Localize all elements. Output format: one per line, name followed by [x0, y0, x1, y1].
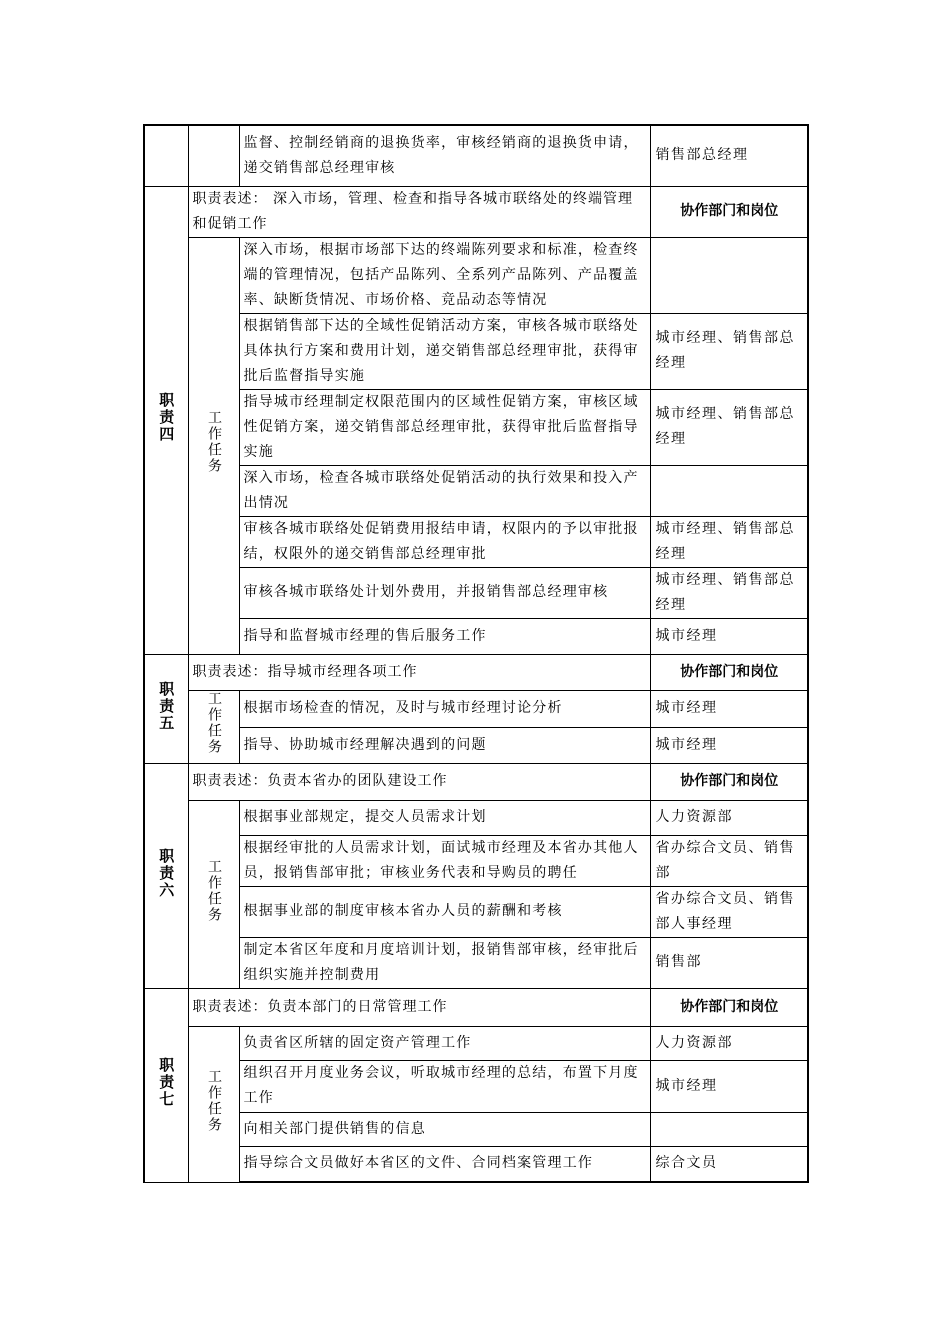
- table-row: [144, 800, 808, 835]
- duty-label: 职责五: [144, 654, 188, 763]
- duty-table: [143, 124, 809, 1183]
- collab-cell: [650, 237, 808, 313]
- collab-cell: 城市经理: [650, 690, 808, 727]
- table-row: [144, 1146, 808, 1182]
- work-task-label: 工作任务: [188, 690, 239, 763]
- collab-cell: 城市经理、销售部总经理: [650, 389, 808, 465]
- work-task-label: 工作任务: [188, 1026, 239, 1182]
- collab-cell: 综合文员: [650, 1146, 808, 1182]
- task-cell: 根据事业部规定，提交人员需求计划: [239, 800, 650, 835]
- duty-desc-row: [144, 654, 808, 690]
- task-cell: 根据经审批的人员需求计划，面试城市经理及本省办其他人员，报销售部审批；审核业务代表和导购员的聘任: [239, 835, 650, 886]
- task-cell: 审核各城市联络处促销费用报结申请，权限内的予以审批报结，权限外的递交销售部总经理审批: [239, 516, 650, 567]
- collab-header: 协作部门和岗位: [650, 763, 808, 800]
- empty-duty-cell: [144, 125, 188, 186]
- duty-desc-row: [144, 186, 808, 237]
- task-cell: 根据事业部的制度审核本省办人员的薪酬和考核: [239, 886, 650, 937]
- duty-label: 职责六: [144, 763, 188, 988]
- duty-description: 职责表述： 深入市场，管理、检查和指导各城市联络处的终端管理和促销工作: [188, 186, 650, 237]
- table-row: [144, 567, 808, 618]
- task-cell: 根据市场检查的情况，及时与城市经理讨论分析: [239, 690, 650, 727]
- table-row: [144, 690, 808, 727]
- collab-header: 协作部门和岗位: [650, 654, 808, 690]
- collab-cell: 城市经理、销售部总经理: [650, 567, 808, 618]
- table-row: [144, 937, 808, 988]
- duty-desc-row: [144, 988, 808, 1026]
- task-cell: 深入市场，根据市场部下达的终端陈列要求和标准，检查终端的管理情况，包括产品陈列、全系列产品陈列、产品覆盖率、缺断货情况、市场价格、竞品动态等情况: [239, 237, 650, 313]
- table-row: [144, 1112, 808, 1146]
- task-cell: 指导综合文员做好本省区的文件、合同档案管理工作: [239, 1146, 650, 1182]
- collab-cell: 城市经理: [650, 727, 808, 763]
- duty-description: 职责表述：负责本省办的团队建设工作: [188, 763, 650, 800]
- table-row: [144, 516, 808, 567]
- table-row: [144, 835, 808, 886]
- collab-cell: 人力资源部: [650, 1026, 808, 1060]
- collab-cell: 省办综合文员、销售部: [650, 835, 808, 886]
- duty-description: 职责表述：负责本部门的日常管理工作: [188, 988, 650, 1026]
- table-row: [144, 465, 808, 516]
- duty-label: 职责四: [144, 186, 188, 654]
- task-cell: 指导城市经理制定权限范围内的区域性促销方案，审核区域性促销方案，递交销售部总经理审批，获得审批后监督指导实施: [239, 389, 650, 465]
- collab-header: 协作部门和岗位: [650, 186, 808, 237]
- task-cell: 负责省区所辖的固定资产管理工作: [239, 1026, 650, 1060]
- task-cell: 深入市场，检查各城市联络处促销活动的执行效果和投入产出情况: [239, 465, 650, 516]
- collab-cell: 销售部总经理: [650, 125, 808, 186]
- table-row: [144, 618, 808, 654]
- collab-cell: 人力资源部: [650, 800, 808, 835]
- table-row: [144, 389, 808, 465]
- duty-desc-row: [144, 763, 808, 800]
- task-cell: 组织召开月度业务会议，听取城市经理的总结，布置下月度工作: [239, 1060, 650, 1112]
- task-cell: 审核各城市联络处计划外费用，并报销售部总经理审核: [239, 567, 650, 618]
- collab-cell: 城市经理: [650, 618, 808, 654]
- collab-cell: 销售部: [650, 937, 808, 988]
- table-row: [144, 1060, 808, 1112]
- table-row: [144, 237, 808, 313]
- collab-cell: 城市经理、销售部总经理: [650, 516, 808, 567]
- task-cell: 向相关部门提供销售的信息: [239, 1112, 650, 1146]
- collab-header: 协作部门和岗位: [650, 988, 808, 1026]
- collab-cell: [650, 465, 808, 516]
- task-cell: 指导、协助城市经理解决遇到的问题: [239, 727, 650, 763]
- task-cell: 根据销售部下达的全域性促销活动方案，审核各城市联络处具体执行方案和费用计划，递交销售部总经理审批，获得审批后监督指导实施: [239, 313, 650, 389]
- collab-cell: [650, 1112, 808, 1146]
- collab-cell: 城市经理、销售部总经理: [650, 313, 808, 389]
- collab-cell: 省办综合文员、销售部人事经理: [650, 886, 808, 937]
- empty-work-cell: [188, 125, 239, 186]
- collab-cell: 城市经理: [650, 1060, 808, 1112]
- table-row: [144, 313, 808, 389]
- table-row: [144, 886, 808, 937]
- duty-description: 职责表述：指导城市经理各项工作: [188, 654, 650, 690]
- work-task-label: 工作任务: [188, 237, 239, 654]
- work-task-label: 工作任务: [188, 800, 239, 988]
- task-cell: 指导和监督城市经理的售后服务工作: [239, 618, 650, 654]
- task-cell: 监督、控制经销商的退换货率，审核经销商的退换货申请，递交销售部总经理审核: [239, 125, 650, 186]
- task-cell: 制定本省区年度和月度培训计划，报销售部审核，经审批后组织实施并控制费用: [239, 937, 650, 988]
- table-row: [144, 125, 808, 186]
- table-row: [144, 1026, 808, 1060]
- table-row: [144, 727, 808, 763]
- duty-label: 职责七: [144, 988, 188, 1182]
